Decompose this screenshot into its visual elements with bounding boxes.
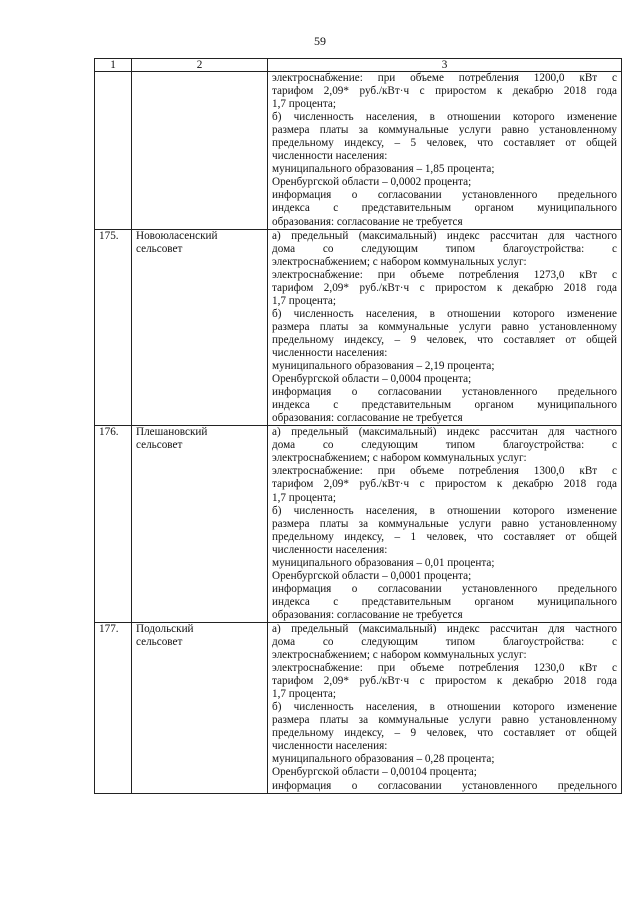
description-line: размера платы за коммунальные услуги равно установленному [272,320,617,333]
description-line: численности населения: [272,150,388,163]
description-line: электроснабжением; с набором коммунальных услуг: [272,649,527,662]
description-line: Оренбургской области – 0,0004 процента; [272,373,472,386]
table-body [95,59,622,794]
description-line: индекса с представительным органом муниципального [272,399,617,412]
description-line: б) численность населения, в отношении которого изменение [272,111,617,124]
description-line: тарифом 2,09* руб./кВт·ч с приростом к декабрю 2018 года [272,281,617,294]
municipality-name [132,622,268,793]
municipality-name-line: сельсовет [136,439,183,452]
description-line: предельному индексу, – 5 человек, что составляет от общей [272,137,617,150]
municipality-name [132,72,268,230]
description-line: дома со следующим типом благоустройства: с [272,636,617,649]
description-line: б) численность населения, в отношении которого изменение [272,504,617,517]
description-line: индекса с представительным органом муниципального [272,595,617,608]
page-number: 59 [314,34,326,48]
description-line: тарифом 2,09* руб./кВт·ч с приростом к декабрю 2018 года [272,478,617,491]
description-line: электроснабжение: при объеме потребления 1273,0 кВт с [272,268,617,281]
municipality-name-line: Новоюласенский [136,229,218,242]
description-line: численности населения: [272,346,388,359]
index-description [268,426,622,623]
description-line: предельному индексу, – 9 человек, что составляет от общей [272,333,617,346]
description-line: Оренбургской области – 0,0001 процента; [272,569,472,582]
header-col-description: 3 [268,59,622,72]
description-line: дома со следующим типом благоустройства: с [272,242,617,255]
description-line: информация о согласовании установленного предельного [272,386,617,399]
description-line: образования: согласование не требуется [272,215,463,228]
description-line: б) численность населения, в отношении которого изменение [272,701,617,714]
description-line: электроснабжением; с набором коммунальных услуг: [272,255,527,268]
description-line: Оренбургской области – 0,00104 процента; [272,766,477,779]
index-description [268,72,622,230]
description-line: тарифом 2,09* руб./кВт·ч с приростом к декабрю 2018 года [272,675,617,688]
index-description [268,229,622,426]
description-line: 1,7 процента; [272,491,336,504]
description-line: информация о согласовании установленного предельного [272,189,617,202]
table-row [95,229,622,426]
header-col-number: 1 [95,59,132,72]
description-line: а) предельный (максимальный) индекс рассчитан для частного [272,229,617,242]
description-line: электроснабжение: при объеме потребления 1200,0 кВт с [272,72,617,84]
header-col-name: 2 [132,59,268,72]
description-line: размера платы за коммунальные услуги равно установленному [272,517,617,530]
description-line: б) численность населения, в отношении которого изменение [272,307,617,320]
table-row [95,622,622,793]
description-line: а) предельный (максимальный) индекс рассчитан для частного [272,426,617,439]
table-row [95,72,622,230]
description-line: муниципального образования – 0,01 процента; [272,556,495,569]
row-number: 176. [95,426,132,623]
table-row [95,426,622,623]
description-line: индекса с представительным органом муниципального [272,202,617,215]
description-line: размера платы за коммунальные услуги равно установленному [272,714,617,727]
municipality-name-line: Подольский [136,622,194,635]
municipality-name [132,426,268,623]
description-line: Оренбургской области – 0,0002 процента; [272,176,472,189]
municipality-name [132,229,268,426]
description-line: информация о согласовании установленного предельного [272,582,617,595]
description-line: 1,7 процента; [272,98,336,111]
description-line: муниципального образования – 0,28 процента; [272,753,495,766]
row-number: 175. [95,229,132,426]
municipality-name-line: сельсовет [136,636,183,649]
description-line: 1,7 процента; [272,688,336,701]
description-line: численности населения: [272,740,388,753]
description-line: образования: согласование не требуется [272,412,463,425]
description-line: предельному индексу, – 1 человек, что составляет от общей [272,530,617,543]
description-line: электроснабжение: при объеме потребления 1230,0 кВт с [272,662,617,675]
description-line: электроснабжение: при объеме потребления 1300,0 кВт с [272,465,617,478]
description-line: электроснабжением; с набором коммунальных услуг: [272,452,527,465]
municipality-name-line: сельсовет [136,242,183,255]
description-line: образования: согласование не требуется [272,608,463,621]
description-line: муниципального образования – 1,85 процента; [272,163,495,176]
description-line: предельному индексу, – 9 человек, что составляет от общей [272,727,617,740]
description-line: размера платы за коммунальные услуги равно установленному [272,124,617,137]
description-line: информация о согласовании установленного предельного [272,779,617,792]
index-description [268,622,622,793]
tariff-index-table [94,58,622,794]
table-header-row [95,59,622,72]
description-line: численности населения: [272,543,388,556]
description-line: дома со следующим типом благоустройства: с [272,439,617,452]
row-number [95,72,132,230]
row-number: 177. [95,622,132,793]
description-line: а) предельный (максимальный) индекс рассчитан для частного [272,622,617,635]
municipality-name-line: Плешановский [136,426,208,439]
description-line: муниципального образования – 2,19 процента; [272,360,495,373]
description-line: 1,7 процента; [272,294,336,307]
description-line: тарифом 2,09* руб./кВт·ч с приростом к декабрю 2018 года [272,85,617,98]
